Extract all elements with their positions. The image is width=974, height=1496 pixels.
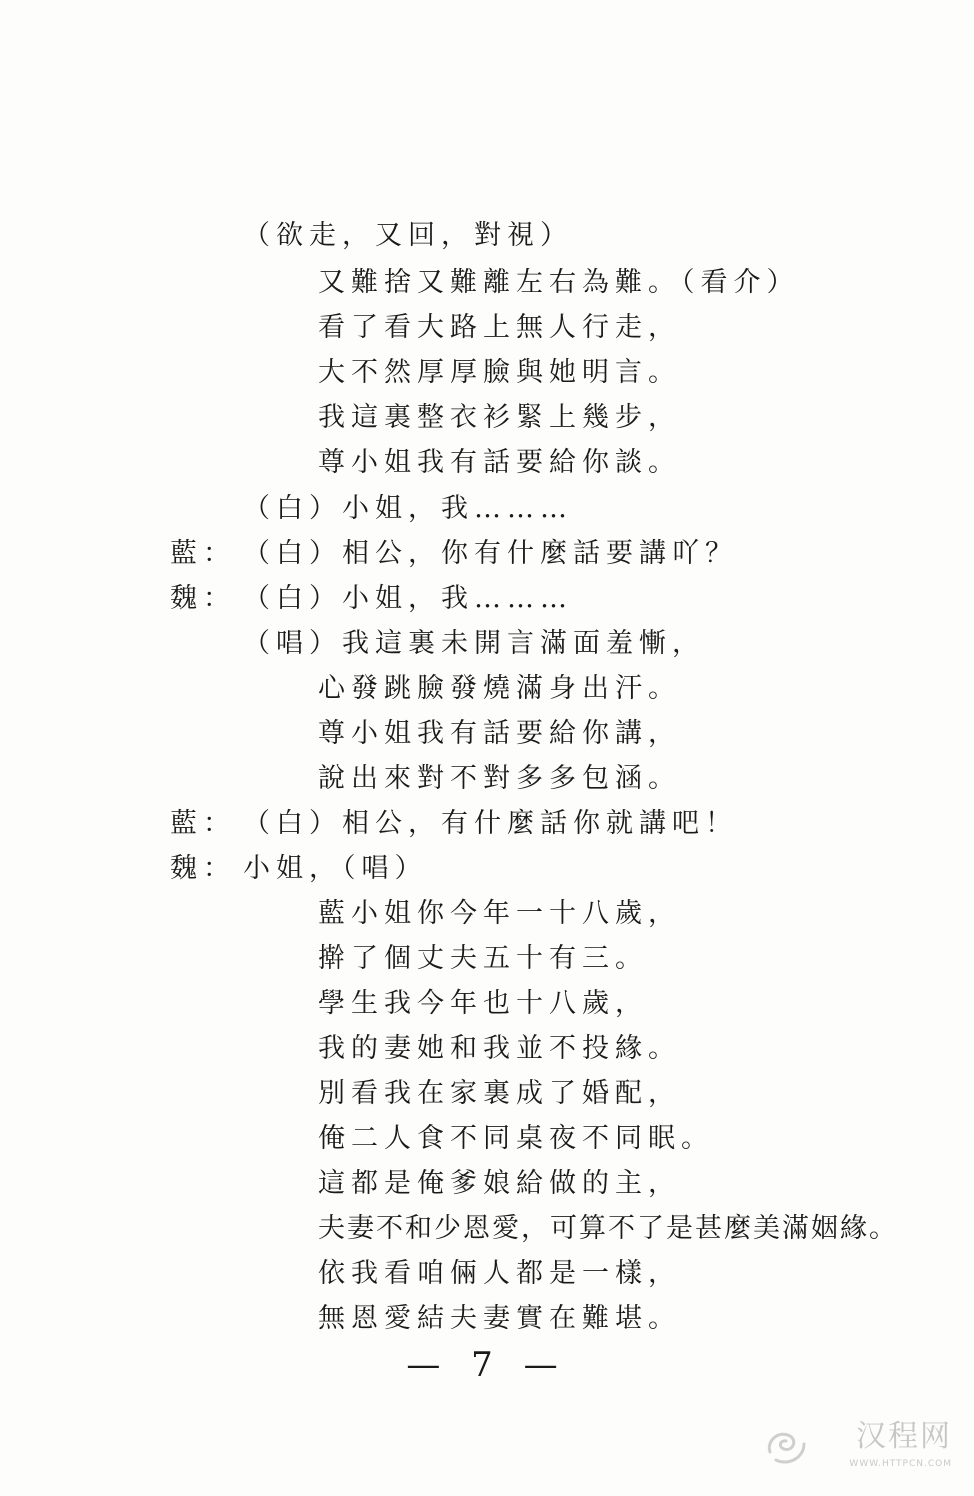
sung-line: （唱）我這裏未開言滿面羞慚， bbox=[243, 628, 705, 659]
lyric-line: 我的妻她和我並不投緣。 bbox=[318, 1033, 681, 1064]
speaker-label: 藍： bbox=[170, 538, 236, 569]
spoken-line: （白）小姐，我……… bbox=[243, 583, 573, 614]
spoken-line: （白）小姐，我……… bbox=[243, 493, 573, 524]
speaker-label: 魏： bbox=[170, 853, 236, 884]
lyric-line: 尊小姐我有話要給你談。 bbox=[318, 447, 681, 478]
lyric-line: 心發跳臉發燒滿身出汗。 bbox=[318, 673, 681, 704]
speaker-label: 藍： bbox=[170, 808, 236, 839]
page-number: — 7 — bbox=[406, 1345, 568, 1385]
watermark-text: 汉程网 bbox=[856, 1419, 952, 1454]
lyric-line: 看了看大路上無人行走， bbox=[318, 312, 681, 343]
lyric-line: 這都是俺爹娘給做的主， bbox=[318, 1168, 681, 1199]
watermark bbox=[762, 1418, 952, 1478]
lyric-line: 別看我在家裏成了婚配， bbox=[318, 1078, 681, 1109]
lyric-line: 擀了個丈夫五十有三。 bbox=[318, 943, 648, 974]
lyric-line: 藍小姐你今年一十八歲， bbox=[318, 898, 681, 929]
watermark-url: WWW.HTTPCN.COM bbox=[849, 1459, 952, 1469]
lyric-line: 學生我今年也十八歲， bbox=[318, 988, 648, 1019]
lyric-line: 尊小姐我有話要給你講， bbox=[318, 718, 681, 749]
lyric-line: 俺二人食不同桌夜不同眠。 bbox=[318, 1123, 714, 1154]
swirl-logo-icon bbox=[762, 1422, 810, 1470]
lyric-line: 又難捨又難離左右為難。（看介） bbox=[318, 267, 800, 298]
lyric-line: 夫妻不和少恩愛，可算不了是甚麼美滿姻緣。 bbox=[318, 1213, 898, 1244]
stage-direction: （欲走，又回，對視） bbox=[243, 220, 573, 251]
lyric-line: 說出來對不對多多包涵。 bbox=[318, 763, 681, 794]
spoken-line: 小姐，（唱） bbox=[243, 853, 428, 884]
lyric-line: 我這裏整衣衫緊上幾步， bbox=[318, 402, 681, 433]
lyric-line: 依我看咱倆人都是一樣， bbox=[318, 1258, 681, 1289]
spoken-line: （白）相公，你有什麼話要講吖？ bbox=[243, 538, 738, 569]
lyric-line: 無恩愛結夫妻實在難堪。 bbox=[318, 1303, 681, 1334]
spoken-line: （白）相公，有什麼話你就講吧！ bbox=[243, 808, 738, 839]
lyric-line: 大不然厚厚臉與她明言。 bbox=[318, 357, 681, 388]
speaker-label: 魏： bbox=[170, 583, 236, 614]
